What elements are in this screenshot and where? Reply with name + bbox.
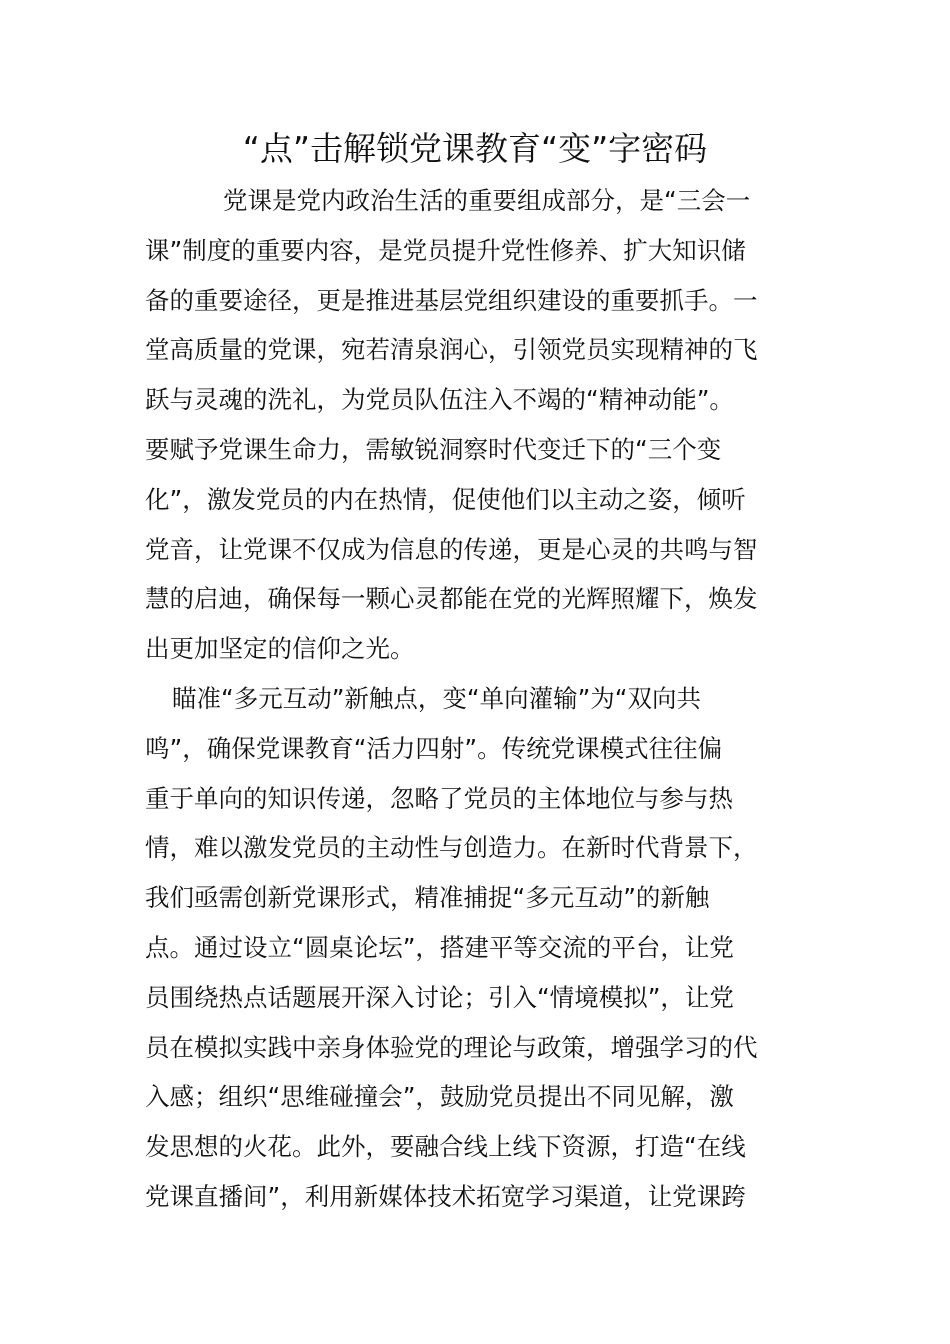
paragraph-line: 党课是党内政治生活的重要组成部分，是“三会一 bbox=[223, 186, 751, 215]
paragraph-line: 瞄准“多元互动”新触点，变“单向灌输”为“双向共 bbox=[172, 684, 701, 713]
paragraph-2 bbox=[145, 674, 807, 1222]
paragraph-line: 党课直播间”，利用新媒体技术拓宽学习渠道，让党课跨 bbox=[145, 1181, 746, 1211]
paragraph-line: 点。通过设立“圆桌论坛”，搭建平等交流的平台，让党 bbox=[145, 932, 734, 962]
paragraph-1 bbox=[145, 176, 807, 674]
paragraph-line: 要赋予党课生命力，需敏锐洞察时代变迁下的“三个变 bbox=[145, 434, 722, 464]
paragraph-line: 情，难以激发党员的主动性与创造力。在新时代背景下， bbox=[145, 833, 758, 863]
paragraph-line: 出更加坚定的信仰之光。 bbox=[145, 634, 415, 664]
paragraph-line: 跃与灵魂的洗礼，为党员队伍注入不竭的“精神动能”。 bbox=[145, 385, 734, 415]
paragraph-line: 备的重要途径，更是推进基层党组织建设的重要抓手。一 bbox=[145, 285, 758, 315]
paragraph-line: 发思想的火花。此外，要融合线上线下资源，打造“在线 bbox=[145, 1132, 746, 1162]
paragraph-line: 化”，激发党员的内在热情，促使他们以主动之姿，倾听 bbox=[145, 484, 746, 514]
paragraph-line: 鸣”，确保党课教育“活力四射”。传统党课模式往往偏 bbox=[145, 733, 723, 763]
paragraph-line: 员在模拟实践中亲身体验党的理论与政策，增强学习的代 bbox=[145, 1032, 758, 1062]
paragraph-line: 员围绕热点话题展开深入讨论；引入“情境模拟”，让党 bbox=[145, 982, 734, 1012]
document-title: “点”击解锁党课教育“变”字密码 bbox=[242, 129, 708, 168]
paragraph-line: 重于单向的知识传递，忽略了党员的主体地位与参与热 bbox=[145, 783, 733, 813]
paragraph-line: 慧的启迪，确保每一颗心灵都能在党的光辉照耀下，焕发 bbox=[145, 584, 758, 614]
paragraph-line: 我们亟需创新党课形式，精准捕捉“多元互动”的新触 bbox=[145, 883, 710, 913]
paragraph-line: 堂高质量的党课，宛若清泉润心，引领党员实现精神的飞 bbox=[145, 335, 758, 365]
paragraph-line: 入感；组织“思维碰撞会”，鼓励党员提出不同见解，激 bbox=[145, 1082, 734, 1112]
paragraph-line: 课”制度的重要内容，是党员提升党性修养、扩大知识储 bbox=[145, 235, 746, 265]
paragraph-line: 党音，让党课不仅成为信息的传递，更是心灵的共鸣与智 bbox=[145, 534, 758, 564]
